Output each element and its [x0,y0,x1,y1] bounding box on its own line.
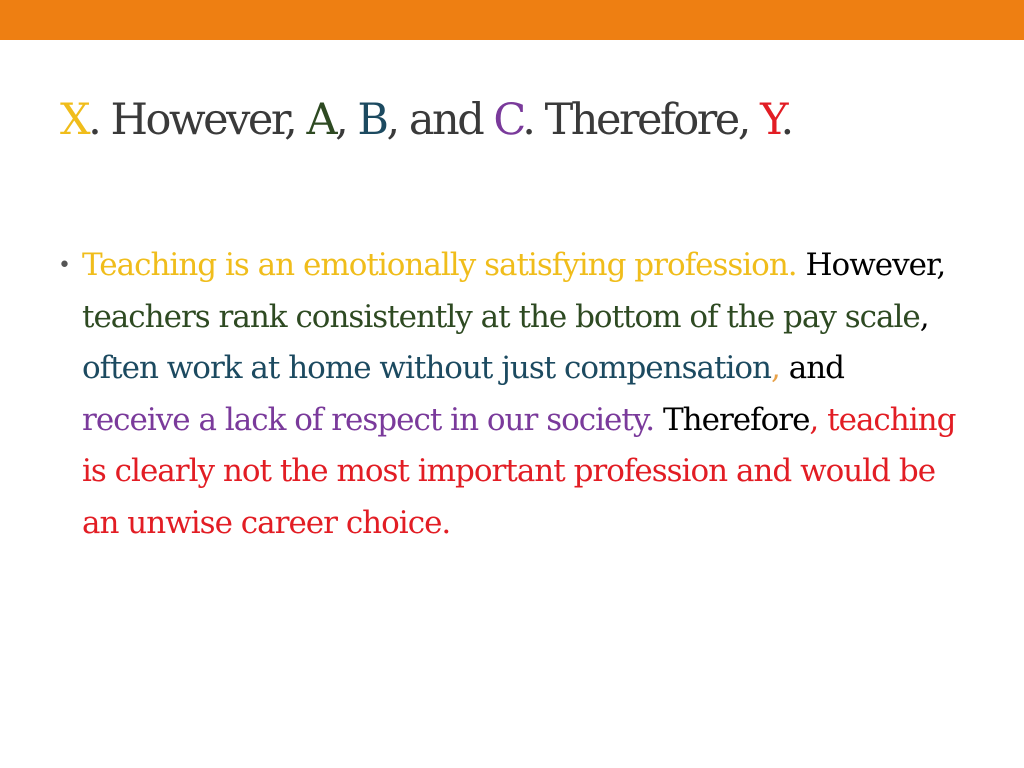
reason-a-text: teachers rank consistently at the bottom of the pay scale [82,298,920,335]
title-separator-bc: , and [386,95,494,145]
therefore-text: Therefore [654,401,810,438]
title-b: B [357,95,387,145]
however-text: However, [796,247,946,283]
title-end-period: . [780,95,792,145]
title-a: A [306,95,336,145]
title-therefore: . Therefore, [522,95,761,145]
top-accent-bar [0,0,1024,40]
comma-2: , [771,350,780,386]
title-y: Y [760,95,781,145]
claim-x-text: Teaching is an emotionally satisfying profession. [82,247,797,283]
title-c: C [493,95,523,145]
title-separator-ab: , [335,95,358,145]
title-x: X [60,95,89,145]
comma-3: , [809,401,819,438]
title-however: . However, [88,95,307,145]
and-text: and [779,350,845,386]
bullet-item [58,240,958,549]
slide-title [60,90,980,150]
slide-body [58,240,958,549]
comma-1: , [919,298,929,335]
reason-c-text: receive a lack of respect in our society. [82,401,655,438]
conclusion-y-text: teaching is clearly not the most important profession and would be an unwise career choice. [82,401,956,541]
bullet-icon: • [58,253,71,278]
reason-b-text: often work at home without just compensation [82,350,772,386]
bullet-paragraph [82,240,958,549]
